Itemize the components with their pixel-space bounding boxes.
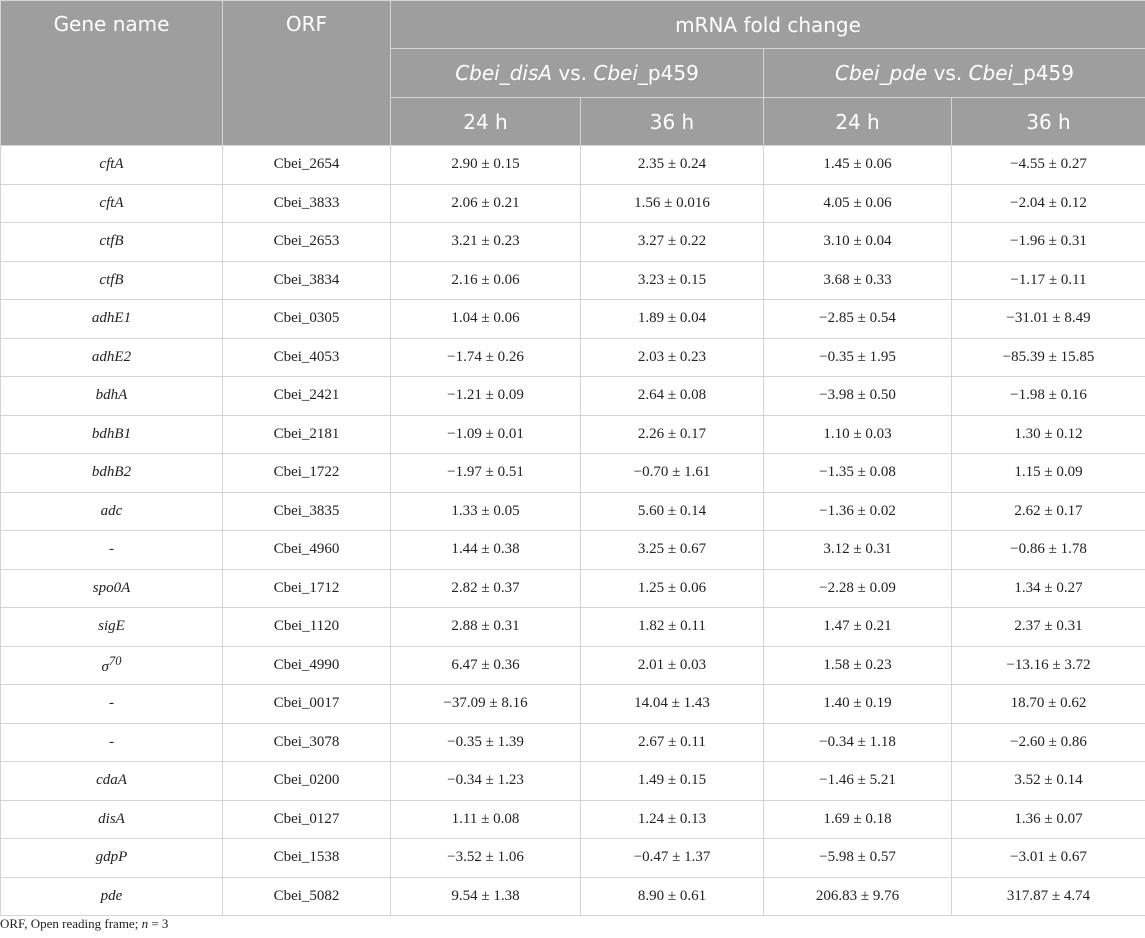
value-cell: 2.03 ± 0.23 bbox=[581, 338, 764, 377]
gene-name-cell: adhE2 bbox=[1, 338, 223, 377]
orf-cell: Cbei_3078 bbox=[223, 723, 391, 762]
header-gene-name: Gene name bbox=[1, 1, 223, 146]
value-cell: −0.47 ± 1.37 bbox=[581, 839, 764, 878]
value-cell: −1.46 ± 5.21 bbox=[764, 762, 952, 801]
comparison-disa-control: Cbei bbox=[593, 61, 638, 85]
gene-name-cell: ctfB bbox=[1, 261, 223, 300]
table-row bbox=[1, 492, 1145, 531]
value-cell: 1.47 ± 0.21 bbox=[764, 608, 952, 647]
table-row bbox=[1, 762, 1145, 801]
value-cell: 3.27 ± 0.22 bbox=[581, 223, 764, 262]
table-row bbox=[1, 338, 1145, 377]
value-cell: 2.82 ± 0.37 bbox=[391, 569, 581, 608]
value-cell: −0.70 ± 1.61 bbox=[581, 454, 764, 493]
gene-name-cell bbox=[1, 646, 223, 685]
value-cell: 1.25 ± 0.06 bbox=[581, 569, 764, 608]
value-cell: 2.64 ± 0.08 bbox=[581, 377, 764, 416]
value-cell: −2.04 ± 0.12 bbox=[952, 184, 1145, 223]
value-cell: 1.24 ± 0.13 bbox=[581, 800, 764, 839]
table-row bbox=[1, 608, 1145, 647]
orf-cell: Cbei_1120 bbox=[223, 608, 391, 647]
header-time-pde-36h: 36 h bbox=[952, 98, 1145, 146]
value-cell: 1.56 ± 0.016 bbox=[581, 184, 764, 223]
value-cell: 1.40 ± 0.19 bbox=[764, 685, 952, 724]
value-cell: 3.52 ± 0.14 bbox=[952, 762, 1145, 801]
value-cell: 1.10 ± 0.03 bbox=[764, 415, 952, 454]
gene-name-cell: adhE1 bbox=[1, 300, 223, 339]
gene-name-cell: sigE bbox=[1, 608, 223, 647]
footnote-n-value: = 3 bbox=[148, 916, 169, 931]
value-cell: 2.88 ± 0.31 bbox=[391, 608, 581, 647]
header-time-disa-36h: 36 h bbox=[581, 98, 764, 146]
gene-name-cell: bdhA bbox=[1, 377, 223, 416]
table-row bbox=[1, 377, 1145, 416]
comparison-pde-strain: Cbei_pde bbox=[835, 61, 928, 85]
value-cell: 2.37 ± 0.31 bbox=[952, 608, 1145, 647]
value-cell: −1.98 ± 0.16 bbox=[952, 377, 1145, 416]
value-cell: 2.01 ± 0.03 bbox=[581, 646, 764, 685]
orf-cell: Cbei_1722 bbox=[223, 454, 391, 493]
comparison-pde-control-suffix: _p459 bbox=[1013, 61, 1074, 85]
table-row bbox=[1, 300, 1145, 339]
header-comparison-disa bbox=[391, 49, 764, 98]
value-cell: 1.89 ± 0.04 bbox=[581, 300, 764, 339]
gene-name-cell: cdaA bbox=[1, 762, 223, 801]
value-cell: 3.23 ± 0.15 bbox=[581, 261, 764, 300]
table-row bbox=[1, 723, 1145, 762]
header-time-disa-24h: 24 h bbox=[391, 98, 581, 146]
value-cell: −1.74 ± 0.26 bbox=[391, 338, 581, 377]
table-row bbox=[1, 223, 1145, 262]
value-cell: −3.52 ± 1.06 bbox=[391, 839, 581, 878]
value-cell: 1.11 ± 0.08 bbox=[391, 800, 581, 839]
header-comparison-pde bbox=[764, 49, 1145, 98]
value-cell: 3.21 ± 0.23 bbox=[391, 223, 581, 262]
value-cell: −1.35 ± 0.08 bbox=[764, 454, 952, 493]
orf-cell: Cbei_2421 bbox=[223, 377, 391, 416]
value-cell: 1.58 ± 0.23 bbox=[764, 646, 952, 685]
value-cell: −13.16 ± 3.72 bbox=[952, 646, 1145, 685]
gene-name-cell: disA bbox=[1, 800, 223, 839]
value-cell: 206.83 ± 9.76 bbox=[764, 877, 952, 916]
value-cell: 2.35 ± 0.24 bbox=[581, 146, 764, 185]
value-cell: 1.30 ± 0.12 bbox=[952, 415, 1145, 454]
orf-cell: Cbei_4960 bbox=[223, 531, 391, 570]
gene-name-cell: bdhB2 bbox=[1, 454, 223, 493]
value-cell: −3.01 ± 0.67 bbox=[952, 839, 1145, 878]
value-cell: −85.39 ± 15.85 bbox=[952, 338, 1145, 377]
orf-cell: Cbei_2181 bbox=[223, 415, 391, 454]
table-row bbox=[1, 454, 1145, 493]
gene-name-cell: cftA bbox=[1, 184, 223, 223]
value-cell: −31.01 ± 8.49 bbox=[952, 300, 1145, 339]
value-cell: −0.34 ± 1.23 bbox=[391, 762, 581, 801]
value-cell: 1.15 ± 0.09 bbox=[952, 454, 1145, 493]
gene-name-cell: - bbox=[1, 531, 223, 570]
comparison-disa-strain: Cbei_disA bbox=[455, 61, 553, 85]
value-cell: −1.09 ± 0.01 bbox=[391, 415, 581, 454]
value-cell: 3.10 ± 0.04 bbox=[764, 223, 952, 262]
gene-name-cell: bdhB1 bbox=[1, 415, 223, 454]
orf-cell: Cbei_3835 bbox=[223, 492, 391, 531]
value-cell: −1.96 ± 0.31 bbox=[952, 223, 1145, 262]
orf-cell: Cbei_0200 bbox=[223, 762, 391, 801]
header-orf: ORF bbox=[223, 1, 391, 146]
value-cell: 5.60 ± 0.14 bbox=[581, 492, 764, 531]
comparison-pde-vs: vs. bbox=[927, 61, 969, 85]
value-cell: 1.36 ± 0.07 bbox=[952, 800, 1145, 839]
value-cell: −0.34 ± 1.18 bbox=[764, 723, 952, 762]
value-cell: −2.60 ± 0.86 bbox=[952, 723, 1145, 762]
value-cell: −2.85 ± 0.54 bbox=[764, 300, 952, 339]
orf-cell: Cbei_0305 bbox=[223, 300, 391, 339]
orf-cell: Cbei_3834 bbox=[223, 261, 391, 300]
gene-sigma-superscript: 70 bbox=[108, 654, 122, 669]
orf-cell: Cbei_4990 bbox=[223, 646, 391, 685]
value-cell: 1.69 ± 0.18 bbox=[764, 800, 952, 839]
orf-cell: Cbei_3833 bbox=[223, 184, 391, 223]
value-cell: 1.82 ± 0.11 bbox=[581, 608, 764, 647]
value-cell: 3.68 ± 0.33 bbox=[764, 261, 952, 300]
value-cell: −1.21 ± 0.09 bbox=[391, 377, 581, 416]
gene-name-cell: gdpP bbox=[1, 839, 223, 878]
value-cell: 3.12 ± 0.31 bbox=[764, 531, 952, 570]
table-row bbox=[1, 184, 1145, 223]
value-cell: −3.98 ± 0.50 bbox=[764, 377, 952, 416]
value-cell: 1.34 ± 0.27 bbox=[952, 569, 1145, 608]
comparison-pde-control: Cbei bbox=[968, 61, 1014, 85]
gene-name-cell: - bbox=[1, 723, 223, 762]
value-cell: 3.25 ± 0.67 bbox=[581, 531, 764, 570]
table-row bbox=[1, 415, 1145, 454]
value-cell: 2.90 ± 0.15 bbox=[391, 146, 581, 185]
table-header bbox=[1, 1, 1145, 146]
value-cell: 2.16 ± 0.06 bbox=[391, 261, 581, 300]
value-cell: 1.33 ± 0.05 bbox=[391, 492, 581, 531]
value-cell: 8.90 ± 0.61 bbox=[581, 877, 764, 916]
gene-name-cell: - bbox=[1, 685, 223, 724]
table-row bbox=[1, 261, 1145, 300]
value-cell: 4.05 ± 0.06 bbox=[764, 184, 952, 223]
orf-cell: Cbei_1712 bbox=[223, 569, 391, 608]
value-cell: −4.55 ± 0.27 bbox=[952, 146, 1145, 185]
value-cell: 9.54 ± 1.38 bbox=[391, 877, 581, 916]
gene-name-cell: adc bbox=[1, 492, 223, 531]
orf-cell: Cbei_0127 bbox=[223, 800, 391, 839]
table-row bbox=[1, 685, 1145, 724]
gene-name-cell: ctfB bbox=[1, 223, 223, 262]
value-cell: −5.98 ± 0.57 bbox=[764, 839, 952, 878]
value-cell: −0.86 ± 1.78 bbox=[952, 531, 1145, 570]
table-row bbox=[1, 839, 1145, 878]
value-cell: 1.45 ± 0.06 bbox=[764, 146, 952, 185]
table-row bbox=[1, 877, 1145, 916]
orf-cell: Cbei_1538 bbox=[223, 839, 391, 878]
orf-cell: Cbei_2653 bbox=[223, 223, 391, 262]
value-cell: 2.26 ± 0.17 bbox=[581, 415, 764, 454]
table-row bbox=[1, 146, 1145, 185]
table-row bbox=[1, 800, 1145, 839]
gene-sigma-symbol: σ bbox=[101, 659, 109, 676]
value-cell: 1.04 ± 0.06 bbox=[391, 300, 581, 339]
value-cell: −0.35 ± 1.95 bbox=[764, 338, 952, 377]
gene-name-cell: spo0A bbox=[1, 569, 223, 608]
header-time-pde-24h: 24 h bbox=[764, 98, 952, 146]
value-cell: −1.36 ± 0.02 bbox=[764, 492, 952, 531]
value-cell: −37.09 ± 8.16 bbox=[391, 685, 581, 724]
orf-cell: Cbei_2654 bbox=[223, 146, 391, 185]
value-cell: 14.04 ± 1.43 bbox=[581, 685, 764, 724]
value-cell: 1.49 ± 0.15 bbox=[581, 762, 764, 801]
value-cell: 18.70 ± 0.62 bbox=[952, 685, 1145, 724]
value-cell: 2.62 ± 0.17 bbox=[952, 492, 1145, 531]
value-cell: −1.97 ± 0.51 bbox=[391, 454, 581, 493]
footnote-text: ORF, Open reading frame; bbox=[0, 916, 142, 931]
table-row bbox=[1, 646, 1145, 685]
orf-cell: Cbei_4053 bbox=[223, 338, 391, 377]
gene-name-cell: pde bbox=[1, 877, 223, 916]
value-cell: 317.87 ± 4.74 bbox=[952, 877, 1145, 916]
value-cell: −1.17 ± 0.11 bbox=[952, 261, 1145, 300]
value-cell: 2.67 ± 0.11 bbox=[581, 723, 764, 762]
orf-cell: Cbei_0017 bbox=[223, 685, 391, 724]
table-row bbox=[1, 569, 1145, 608]
comparison-disa-vs: vs. bbox=[552, 61, 594, 85]
value-cell: 6.47 ± 0.36 bbox=[391, 646, 581, 685]
table-body bbox=[1, 146, 1145, 916]
comparison-disa-control-suffix: _p459 bbox=[637, 61, 699, 85]
value-cell: 2.06 ± 0.21 bbox=[391, 184, 581, 223]
table-footnote bbox=[0, 916, 168, 932]
gene-name-cell: cftA bbox=[1, 146, 223, 185]
orf-cell: Cbei_5082 bbox=[223, 877, 391, 916]
value-cell: −2.28 ± 0.09 bbox=[764, 569, 952, 608]
value-cell: −0.35 ± 1.39 bbox=[391, 723, 581, 762]
value-cell: 1.44 ± 0.38 bbox=[391, 531, 581, 570]
table-row bbox=[1, 531, 1145, 570]
header-mrna-fold-change: mRNA fold change bbox=[391, 1, 1145, 49]
footnote-n-label: n bbox=[141, 916, 149, 931]
